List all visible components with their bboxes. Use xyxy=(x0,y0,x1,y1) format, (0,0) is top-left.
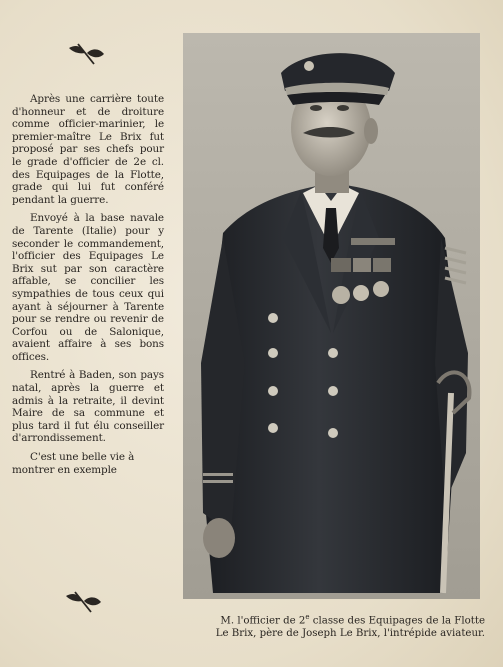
leaf-ornament-icon xyxy=(63,590,103,614)
caption-superscript: e xyxy=(305,613,310,621)
officer-portrait-illustration xyxy=(183,33,480,599)
leaf-ornament-icon xyxy=(66,42,106,66)
paragraph: C'est une belle vie à montrer en exemple xyxy=(12,451,135,476)
caption-text-start: M. l'officier de 2 xyxy=(220,615,306,627)
paragraph: Après une carrière toute d'honneur et de droiture comme officier-marinier, le premier-maître Le Brix fut proposé par ses chefs pour le grade d'officier de 2e cl. des Equipages de la Flotte, grade qui lui fut conféré pendant la guerre. xyxy=(12,93,164,206)
photo-caption xyxy=(205,611,485,640)
article-text xyxy=(12,93,164,482)
paragraph: Rentré à Baden, son pays natal, après la guerre et admis à la retraite, il devint Maire de sa commune et plus tard il fut élu conseiller d'arrondissement. xyxy=(12,369,164,445)
paragraph: Envoyé à la base navale de Tarente (Italie) pour y seconder le commandement, l'officier des Equipages Le Brix sut par son caractère affable, se concilier les sympathies de tous ceux qui ayant à séjourner à Tarente pour se rendre ou revenir de Corfou ou de Salonique, avaient affaire à ses bons offices. xyxy=(12,212,164,363)
officer-portrait-photo xyxy=(183,33,480,599)
caption-text-end: classe des Equipages de la Flotte Le Brix, père de Joseph Le Brix, l'intrépide aviateur. xyxy=(215,615,485,640)
